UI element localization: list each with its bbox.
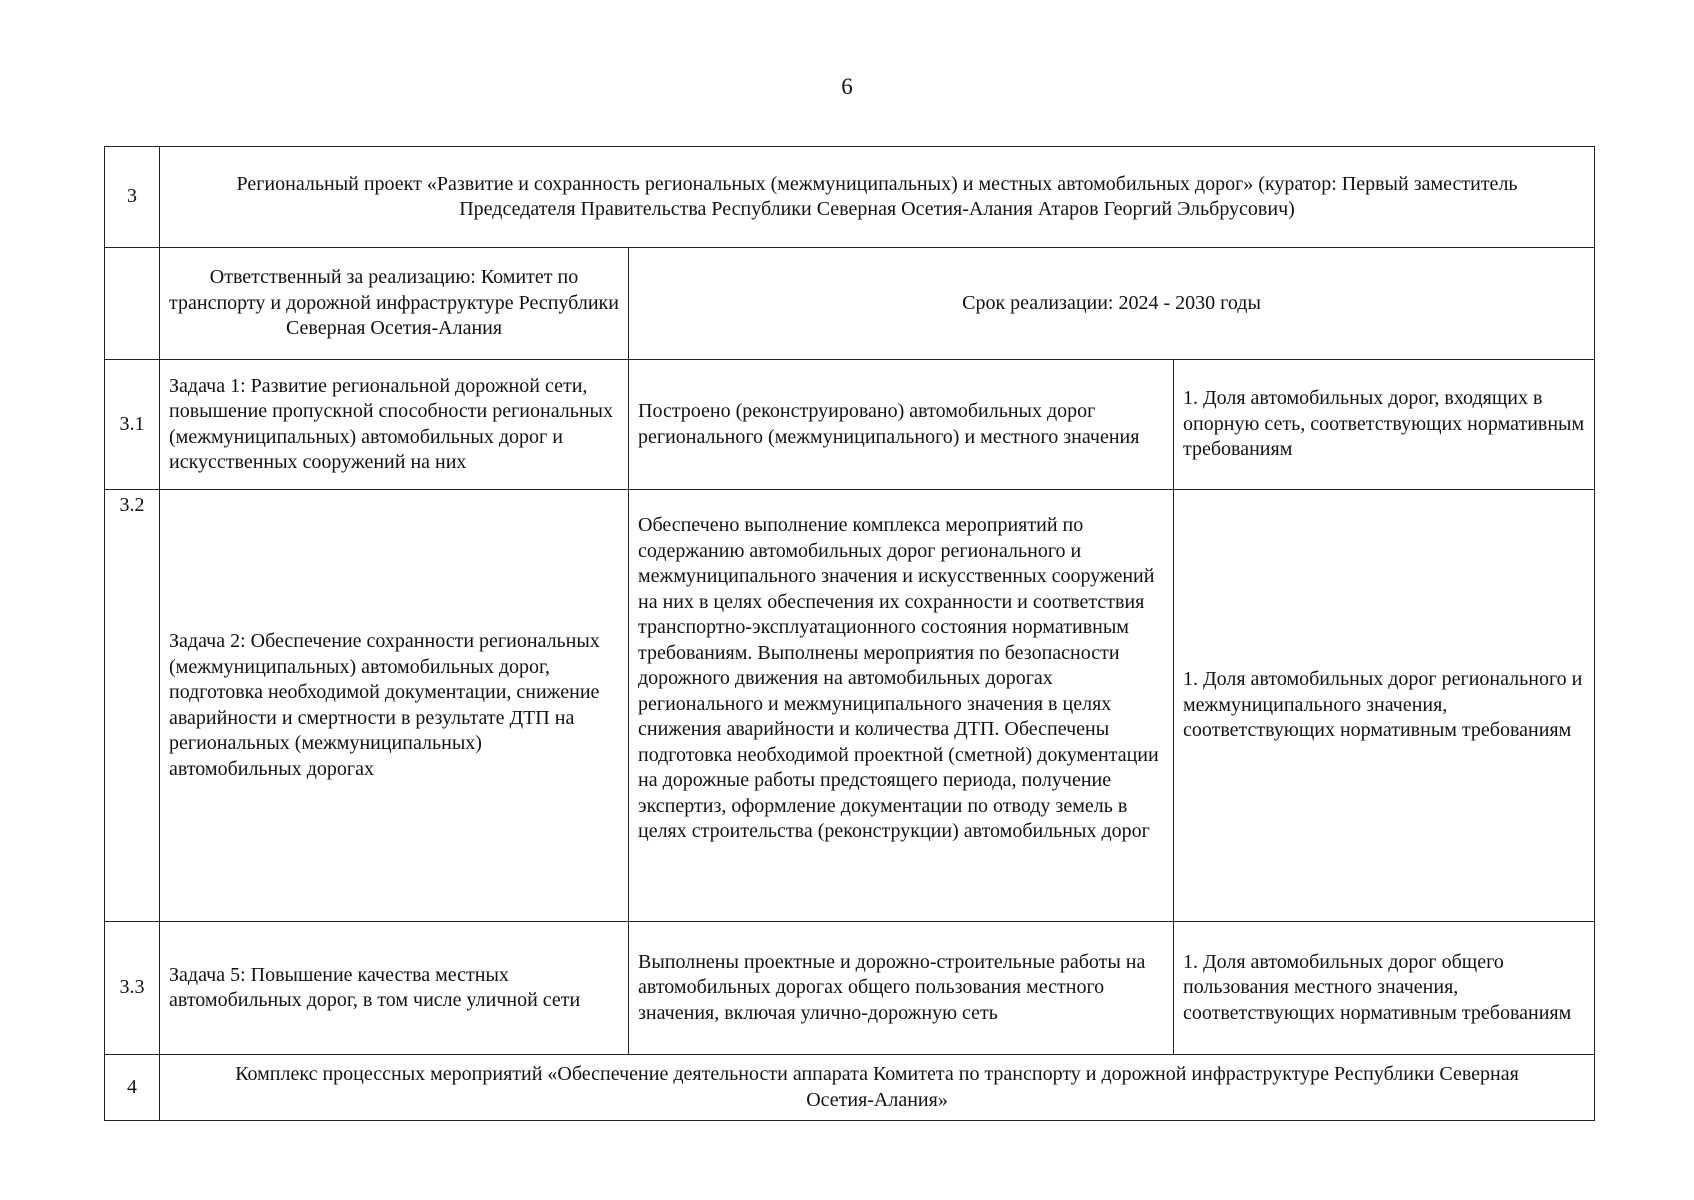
- table-row-4: [105, 1055, 1595, 1121]
- empty-number-cell: [105, 248, 160, 360]
- regional-project-title: Региональный проект «Развитие и сохранность региональных (межмуниципальных) и местных автомобильных дорог» (куратор: Первый заместитель Председателя Правительства Республики Северная Осетия-Алания Атаров Георгий Эльбрусович): [160, 147, 1595, 248]
- indicator-cell: 1. Доля автомобильных дорог регионального и межмуниципального значения, соответствующих нормативным требованиям: [1174, 490, 1595, 922]
- result-cell: Выполнены проектные и дорожно-строительные работы на автомобильных дорогах общего пользования местного значения, включая улично-дорожную сеть: [629, 922, 1174, 1055]
- row-number: 4: [105, 1055, 160, 1121]
- table-row-responsible: [105, 248, 1595, 360]
- page-number: 6: [841, 74, 853, 99]
- indicator-cell: 1. Доля автомобильных дорог, входящих в опорную сеть, соответствующих нормативным требованиям: [1174, 360, 1595, 490]
- row-number: 3.2: [105, 490, 160, 922]
- task-cell: Задача 5: Повышение качества местных автомобильных дорог, в том числе уличной сети: [160, 922, 629, 1055]
- table-row-3-2: [105, 490, 1595, 922]
- indicator-cell: 1. Доля автомобильных дорог общего пользования местного значения, соответствующих нормативным требованиям: [1174, 922, 1595, 1055]
- row-number: 3: [105, 147, 160, 248]
- row-number: 3.1: [105, 360, 160, 490]
- implementation-term-cell: Срок реализации: 2024 - 2030 годы: [629, 248, 1595, 360]
- result-cell: Построено (реконструировано) автомобильных дорог регионального (межмуниципального) и местного значения: [629, 360, 1174, 490]
- row-number: 3.3: [105, 922, 160, 1055]
- table-row-3: [105, 147, 1595, 248]
- task-cell: Задача 1: Развитие региональной дорожной сети, повышение пропускной способности региональных (межмуниципальных) автомобильных дорог и искусственных сооружений на них: [160, 360, 629, 490]
- process-complex-title: Комплекс процессных мероприятий «Обеспечение деятельности аппарата Комитета по транспорту и дорожной инфраструктуре Республики Северная Осетия-Алания»: [160, 1055, 1595, 1121]
- program-structure-table: [104, 146, 1595, 1121]
- result-cell: Обеспечено выполнение комплекса мероприятий по содержанию автомобильных дорог регионального и межмуниципального значения и искусственных сооружений на них в целях обеспечения их сохранности и соответствия транспортно-эксплуатационного состояния нормативным требованиям. Выполнены мероприятия по безопасности дорожного движения на автомобильных дорогах регионального и межмуниципального значения в целях снижения аварийности и количества ДТП. Обеспечены подготовка необходимой проектной (сметной) документации на дорожные работы предстоящего периода, получение экспертиз, оформление документации по отводу земель в целях строительства (реконструкции) автомобильных дорог: [629, 490, 1174, 922]
- table-row-3-3: [105, 922, 1595, 1055]
- responsible-cell: Ответственный за реализацию: Комитет по транспорту и дорожной инфраструктуре Республики Северная Осетия-Алания: [160, 248, 629, 360]
- table-row-3-1: [105, 360, 1595, 490]
- task-cell: Задача 2: Обеспечение сохранности региональных (межмуниципальных) автомобильных дорог, подготовка необходимой документации, снижение аварийности и смертности в результате ДТП на региональных (межмуниципальных) автомобильных дорогах: [160, 490, 629, 922]
